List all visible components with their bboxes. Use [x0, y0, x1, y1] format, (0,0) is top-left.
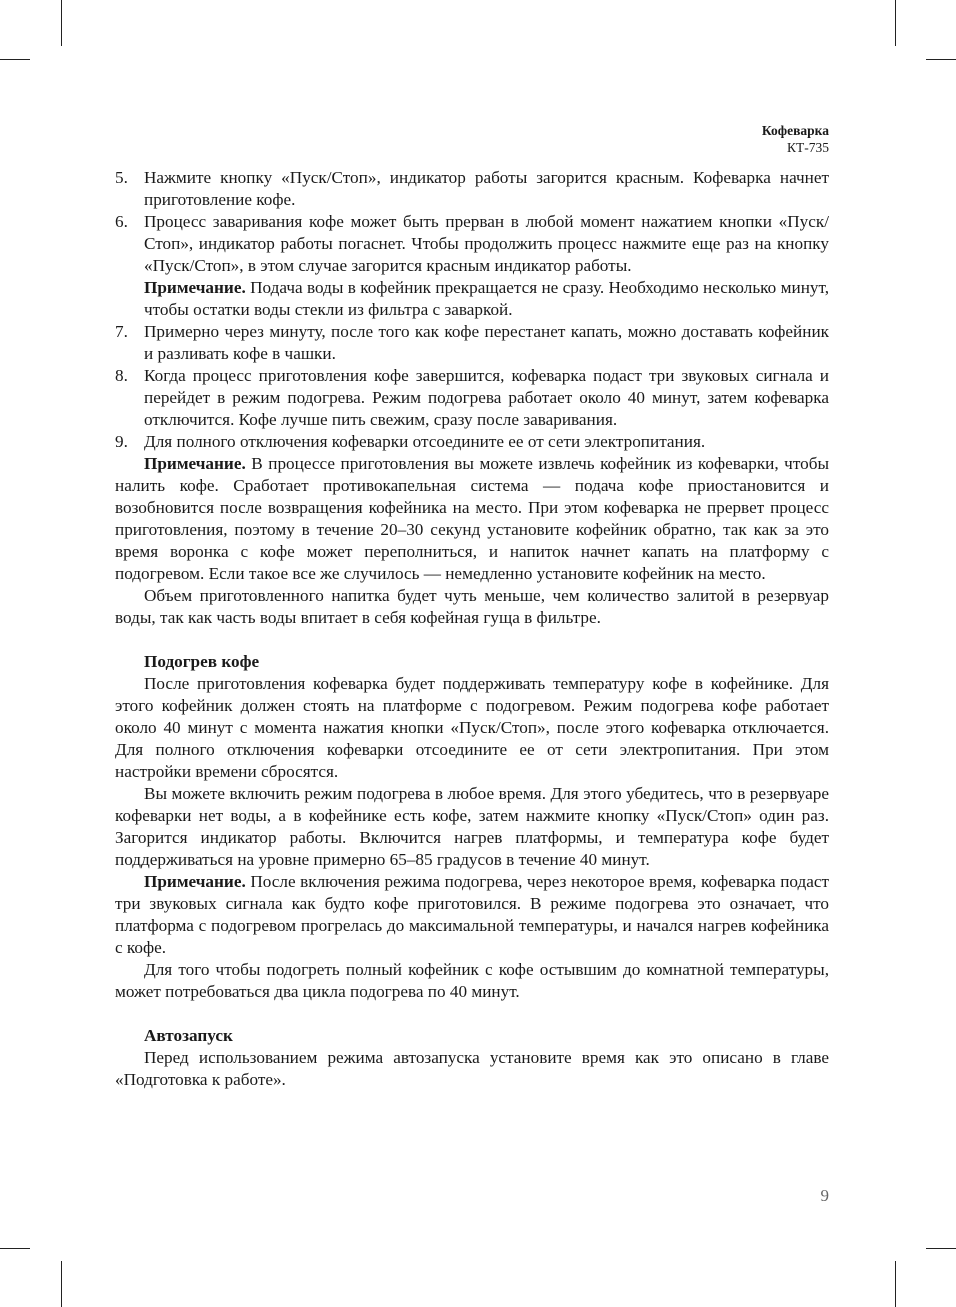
crop-mark [895, 1261, 896, 1307]
list-item [115, 431, 829, 453]
list-item [115, 321, 829, 365]
note-label: Примечание. [144, 454, 246, 473]
crop-mark [61, 0, 62, 46]
list-text: Процесс заваривания кофе может быть прерван в любой момент нажатием кнопки «Пуск/Стоп», индикатор работы погаснет. Чтобы продолжить процесс нажмите еще раз на кнопку «Пуск/Стоп», в этом случае загорится красным индикатор работы. [144, 212, 829, 275]
paragraph: После приготовления кофеварка будет поддерживать температуру кофе в кофейнике. Для этого кофейник должен стоять на платформе с подогревом. Режим подогрева кофе работает около 40 минут с момента нажатия кнопки «Пуск/Стоп», после этого кофеварка отключается. Для полного отключения кофеварки отсоедините ее от сети электропитания. При этом настройки времени сбросятся. [115, 674, 829, 781]
crop-mark [0, 1248, 30, 1249]
list-item [115, 167, 829, 211]
list-text: Когда процесс приготовления кофе завершится, кофеварка подаст три звуковых сигнала и перейдет в режим подогрева. Режим подогрева работает около 40 минут, затем кофеварка отключится. Кофе лучше пить свежим, сразу после заваривания. [144, 366, 829, 429]
paragraph: Перед использованием режима автозапуска установите время как это описано в главе «Подготовка к работе». [115, 1048, 829, 1089]
note-text: В процессе приготовления вы можете извлечь кофейник из кофеварки, чтобы налить кофе. Сработает противокапельная система — подача кофе приостановится и возобновится после возвращения кофейника на место. При этом кофеварка не прервет процесс приготовления, поэтому в течение 20–30 секунд установите кофейник обратно, так как за это время воронка с кофе может переполниться, и напиток начнет капать на платформу с подогревом. Если такое все же случилось — немедленно установите кофейник на место. [115, 454, 829, 583]
list-number: 7. [115, 322, 128, 341]
paragraph: Для того чтобы подогреть полный кофейник с кофе остывшим до комнатной температуры, может потребоваться два цикла подогрева по 40 минут. [115, 960, 829, 1001]
list-number: 5. [115, 168, 128, 187]
note-paragraph [115, 453, 829, 585]
running-header [762, 122, 829, 156]
header-brand: Кофеварка [761, 123, 829, 138]
note-paragraph [115, 871, 829, 959]
list-text: Примерно через минуту, после того как кофе перестанет капать, можно доставать кофейник и разливать кофе в чашки. [144, 322, 829, 363]
page-body [115, 167, 829, 1091]
page-number: 9 [820, 1186, 829, 1205]
note-label: Примечание. [144, 278, 246, 297]
note-text: Подача воды в кофейник прекращается не сразу. Необходимо несколько минут, чтобы остатки воды стекли из фильтра с заваркой. [144, 278, 829, 319]
list-text: Нажмите кнопку «Пуск/Стоп», индикатор работы загорится красным. Кофеварка начнет приготовление кофе. [144, 168, 829, 209]
list-item [115, 211, 829, 277]
list-number: 9. [115, 432, 128, 451]
paragraph: Вы можете включить режим подогрева в любое время. Для этого убедитесь, что в резервуаре кофеварки нет воды, а в кофейнике есть кофе, затем нажмите кнопку «Пуск/Стоп» один раз. Загорится индикатор работы. Включится нагрев платформы, и температура кофе будет поддерживаться на уровне примерно 65–85 градусов в течение 40 минут. [115, 784, 829, 869]
crop-mark [926, 1248, 956, 1249]
note-item-6 [115, 277, 829, 321]
note-text: После включения режима подогрева, через некоторое время, кофеварка подаст три звуковых сигнала как будто кофе приготовился. В режиме подогрева это означает, что платформа с подогревом прогрелась до максимальной температуры, и начался нагрев кофейника с кофе. [115, 872, 830, 957]
crop-mark [926, 59, 956, 60]
crop-mark [0, 59, 30, 60]
list-number: 6. [115, 212, 128, 231]
list-number: 8. [115, 366, 128, 385]
crop-mark [61, 1261, 62, 1307]
note-label: Примечание. [144, 872, 246, 891]
section-title-heating: Подогрев кофе [144, 652, 260, 671]
crop-mark [895, 0, 896, 46]
paragraph: Объем приготовленного напитка будет чуть меньше, чем количество залитой в резервуар воды, так как часть воды впитает в себя кофейная гуща в фильтре. [115, 586, 829, 627]
list-text: Для полного отключения кофеварки отсоедините ее от сети электропитания. [144, 432, 706, 451]
list-item [115, 365, 829, 431]
header-model: КТ-735 [787, 140, 829, 155]
section-title-autostart: Автозапуск [144, 1026, 233, 1045]
